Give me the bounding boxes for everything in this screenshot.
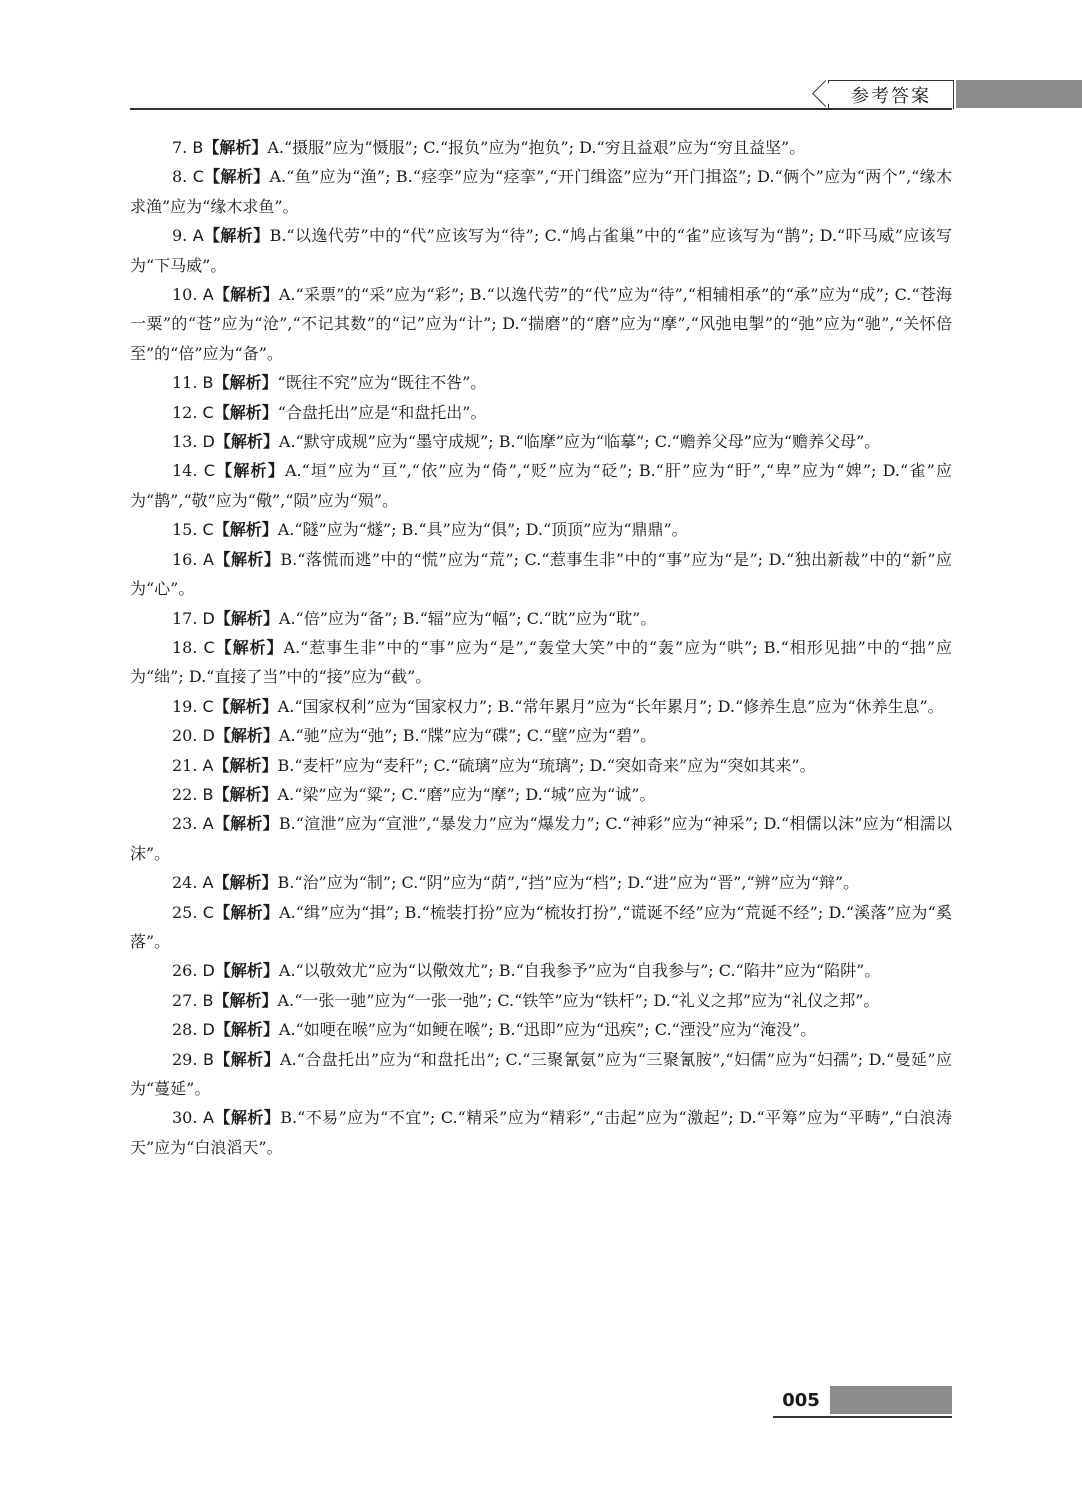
answer-choice: A — [202, 814, 214, 834]
answer-choice: D — [202, 608, 215, 628]
analysis-tag: 【解析】 — [213, 814, 279, 834]
analysis-tag: 【解析】 — [213, 1108, 281, 1128]
footer-decor-bar — [830, 1386, 952, 1414]
answer-number: 23. — [172, 814, 198, 834]
answer-choice: C — [203, 637, 215, 657]
analysis-text: B.“以逸代劳”中的“代”应该写为“待”; C.“鸠占雀巢”中的“雀”应该写为“鹊”; D.“吓马威”应该写为“下马威”。 — [130, 226, 952, 275]
answer-number: 29. — [172, 1049, 198, 1069]
answer-item — [130, 280, 952, 368]
answer-choice: C — [203, 461, 215, 481]
analysis-tag: 【解析】 — [213, 520, 278, 540]
analysis-text: A.“鱼”应为“渔”; B.“痉孪”应为“痉挛”,“开门缉盗”应为“开门揖盗”; D.“俩个”应为“两个”,“缘木求渔”应为“缘木求鱼”。 — [130, 167, 952, 216]
answer-item — [130, 427, 952, 456]
analysis-tag: 【解析】 — [214, 608, 279, 628]
page-number: 005 — [782, 1389, 820, 1411]
answer-choice: C — [202, 402, 214, 422]
answer-number: 19. — [172, 696, 198, 716]
analysis-tag: 【解析】 — [213, 549, 281, 569]
answer-item — [130, 133, 952, 162]
answer-choice: B — [192, 138, 204, 157]
answer-choice: B — [202, 990, 214, 1010]
answer-choice: B — [202, 784, 214, 804]
analysis-tag: 【解析】 — [213, 990, 278, 1010]
analysis-text: A.“缉”应为“揖”; B.“梳装打扮”应为“梳妆打扮”,“谎诞不经”应为“荒诞不经”; D.“溪落”应为“奚落”。 — [130, 902, 952, 951]
analysis-text: B.“治”应为“制”; C.“阴”应为“荫”,“挡”应为“档”; D.“进”应为“晋”,“辨”应为“辩”。 — [277, 873, 860, 893]
analysis-tag: 【解析】 — [214, 461, 285, 481]
analysis-text: A.“一张一驰”应为“一张一弛”; C.“铁竿”应为“铁杆”; D.“礼义之邦”应为“礼仪之邦”。 — [277, 990, 880, 1010]
answer-number: 25. — [172, 902, 198, 922]
analysis-tag: 【解析】 — [214, 637, 284, 657]
answer-choice: B — [202, 373, 214, 393]
answer-choice: D — [202, 961, 215, 981]
answer-choice: A — [203, 1108, 214, 1128]
answer-number: 15. — [172, 520, 198, 540]
analysis-text: A.“垣”应为“亘”,“依”应为“倚”,“贬”应为“砭”; B.“肝”应为“盱”,“卑”应为“婢”; D.“雀”应为“鹊”,“敬”应为“儆”,“陨”应为“殒”。 — [130, 461, 952, 510]
answer-number: 16. — [172, 549, 198, 569]
answer-item — [130, 780, 952, 809]
analysis-text: A.“合盘托出”应为“和盘托出”; C.“三聚氰氨”应为“三聚氰胺”,“妇儒”应为“妇孺”; D.“曼延”应为“蔓延”。 — [130, 1049, 952, 1098]
analysis-text: B.“落慌而逃”中的“慌”应为“荒”; C.“惹事生非”中的“事”应为“是”; D.“独出新裁”中的“新”应为“心”。 — [130, 549, 952, 599]
answer-item — [130, 1103, 952, 1162]
analysis-tag: 【解析】 — [213, 902, 280, 922]
answer-item — [130, 986, 952, 1015]
answer-number: 14. — [172, 461, 198, 481]
answer-number: 13. — [172, 432, 198, 452]
answer-item — [130, 956, 952, 985]
answer-choice: D — [202, 1020, 215, 1040]
answer-number: 30. — [172, 1108, 198, 1128]
analysis-tag: 【解析】 — [214, 961, 279, 981]
answer-choice: C — [202, 520, 214, 540]
answer-choice: A — [202, 873, 214, 893]
answer-item — [130, 456, 952, 515]
answer-choice: A — [202, 285, 214, 305]
answer-number: 7. — [172, 138, 188, 157]
answer-number: 24. — [172, 873, 198, 893]
analysis-tag: 【解析】 — [213, 784, 278, 804]
analysis-text: “合盘托出”应是“和盘托出”。 — [277, 402, 487, 422]
analysis-tag: 【解析】 — [213, 285, 279, 305]
footer-rule — [773, 1416, 952, 1418]
answer-item — [130, 545, 952, 604]
answer-choice: D — [202, 726, 215, 746]
analysis-text: A.“国家权利”应为“国家权力”; B.“常年累月”应为“长年累月”; D.“修养生息”应为“休养生息”。 — [277, 696, 944, 716]
analysis-text: A.“以敬效尤”应为“以儆效尤”; B.“自我参予”应为“自我参与”; C.“陷井”应为“陷阱”。 — [278, 961, 881, 981]
analysis-text: A.“采票”的“采”应为“彩”; B.“以逸代劳”的“代”应为“待”,“相辅相承”的“承”应为“成”; C.“苍海一粟”的“苍”应为“沧”,“不记其数”的“记”应为“计”; D.“揣磨”的“磨”应为“摩”,“风弛电掣”的“弛”应为“驰”,“关怀倍至”的“倍”应为“备”。 — [130, 285, 952, 363]
answer-number: 11. — [172, 373, 198, 393]
answer-choice: D — [202, 432, 215, 452]
page-header — [0, 0, 1082, 130]
answer-choice: A — [192, 226, 204, 246]
answer-item — [130, 398, 952, 427]
answer-item — [130, 604, 952, 633]
analysis-text: A.“默守成规”应为“墨守成规”; B.“临摩”应为“临摹”; C.“赡养父母”应为“赡养父母”。 — [278, 432, 881, 452]
answer-item — [130, 515, 952, 544]
answer-number: 8. — [172, 167, 188, 187]
analysis-tag: 【解析】 — [203, 138, 268, 157]
analysis-text: A.“惹事生非”中的“事”应为“是”,“轰堂大笑”中的“轰”应为“哄”; B.“相形见拙”中的“拙”应为“绌”; D.“直接了当”中的“接”应为“截”。 — [130, 637, 952, 687]
answer-item — [130, 692, 952, 721]
answer-list — [130, 133, 952, 1162]
analysis-tag: 【解析】 — [213, 402, 278, 422]
answer-number: 28. — [172, 1020, 198, 1040]
analysis-text: A.“隧”应为“燧”; B.“具”应为“俱”; D.“顶顶”应为“鼎鼎”。 — [277, 520, 688, 540]
analysis-text: B.“不易”应为“不宜”; C.“精采”应为“精彩”,“击起”应为“激起”; D.“平筹”应为“平畴”,“白浪涛天”应为“白浪滔天”。 — [130, 1108, 952, 1157]
analysis-text: A.“摄服”应为“慑服”; C.“报负”应为“抱负”; D.“穷且益艰”应为“穷且益坚”。 — [267, 138, 806, 157]
answer-item — [130, 633, 952, 692]
answer-item — [130, 162, 952, 221]
answer-number: 22. — [172, 784, 198, 804]
answer-number: 9. — [172, 226, 188, 246]
analysis-tag: 【解析】 — [213, 755, 278, 775]
answer-item — [130, 368, 952, 397]
analysis-tag: 【解析】 — [213, 373, 278, 393]
answer-number: 12. — [172, 402, 198, 422]
answer-choice: C — [202, 902, 214, 922]
section-tab — [828, 80, 954, 109]
answer-item — [130, 1015, 952, 1044]
analysis-text: B.“麦杆”应为“麦秆”; C.“硫璃”应为“琉璃”; D.“突如奇来”应为“突如其来”。 — [277, 755, 816, 775]
analysis-tag: 【解析】 — [213, 1049, 280, 1069]
section-title: 参考答案 — [851, 86, 931, 107]
answer-choice: B — [202, 1049, 214, 1069]
analysis-text: “既往不究”应为“既往不咎”。 — [277, 373, 487, 393]
answer-item — [130, 809, 952, 868]
analysis-text: A.“驰”应为“弛”; B.“牒”应为“碟”; C.“壁”应为“碧”。 — [278, 726, 657, 746]
analysis-tag: 【解析】 — [203, 226, 270, 246]
analysis-text: A.“倍”应为“备”; B.“辐”应为“幅”; C.“眈”应为“耽”。 — [278, 608, 657, 628]
analysis-tag: 【解析】 — [214, 726, 279, 746]
header-rule — [130, 108, 952, 110]
answer-number: 18. — [172, 637, 198, 657]
answer-item — [130, 751, 952, 780]
answer-number: 26. — [172, 961, 198, 981]
analysis-tag: 【解析】 — [214, 1020, 279, 1040]
answer-number: 20. — [172, 726, 198, 746]
answer-number: 21. — [172, 755, 198, 775]
analysis-tag: 【解析】 — [214, 432, 279, 452]
analysis-tag: 【解析】 — [213, 873, 278, 893]
answer-item — [130, 898, 952, 957]
analysis-text: A.“如哽在喉”应为“如鲠在喉”; B.“迅即”应为“迅疾”; C.“湮没”应为“淹没”。 — [278, 1020, 817, 1040]
analysis-tag: 【解析】 — [213, 696, 278, 716]
answer-item — [130, 868, 952, 897]
answer-number: 17. — [172, 608, 198, 628]
answer-choice: A — [202, 755, 214, 775]
answer-item — [130, 721, 952, 750]
answer-number: 10. — [172, 285, 198, 305]
answer-choice: C — [192, 167, 204, 187]
analysis-text: B.“渲泄”应为“宣泄”,“暴发力”应为“爆发力”; C.“神彩”应为“神采”; D.“相儒以沫”应为“相濡以沫”。 — [130, 814, 952, 863]
answer-item — [130, 221, 952, 280]
header-decor-bar — [956, 80, 1082, 108]
analysis-text: A.“梁”应为“粱”; C.“磨”应为“摩”; D.“城”应为“诚”。 — [277, 784, 656, 804]
answer-item — [130, 1045, 952, 1104]
analysis-tag: 【解析】 — [203, 167, 270, 187]
answer-choice: C — [202, 696, 214, 716]
answer-choice: A — [203, 549, 214, 569]
answer-number: 27. — [172, 990, 198, 1010]
